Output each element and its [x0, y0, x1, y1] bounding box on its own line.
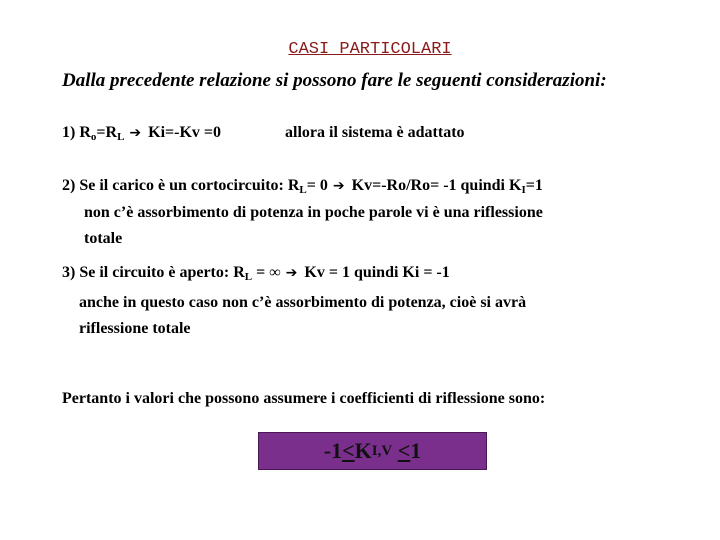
subscript-I: I — [521, 184, 526, 196]
case-1-formula — [62, 124, 221, 143]
case-2-line-3: totale — [84, 230, 123, 247]
case-2-prefix: 2) Se il carico è un cortocircuito: R — [62, 177, 300, 194]
case-3-result: Kv = 1 quindi Ki = -1 — [304, 264, 450, 281]
case-1-eq: =R — [96, 124, 118, 141]
intro-text: Dalla precedente relazione si possono fare le seguenti considerazioni: — [62, 70, 607, 91]
case-3-line-2: anche in questo caso non c’è assorbimento di potenza, cioè si avrà — [79, 294, 527, 311]
subscript-L: L — [244, 271, 253, 283]
subscript-o: o — [90, 131, 97, 143]
case-2-eq: = 0 — [306, 177, 328, 194]
case-2-result: Kv=-Ro/Ro= -1 quindi K — [351, 177, 522, 194]
subscript-L: L — [117, 131, 125, 143]
case-1-result: Ki=-Kv =0 — [148, 124, 222, 141]
subscript-L: L — [299, 184, 307, 196]
case-1-prefix: 1) R — [62, 124, 91, 141]
conclusion-text: Pertanto i valori che possono assumere i coefficienti di riflessione sono: — [62, 390, 546, 407]
case-1-note: allora il sistema è adattato — [285, 124, 465, 141]
right-arrow-icon: ➔ — [332, 178, 345, 194]
formula-k: K — [354, 438, 372, 463]
case-3-formula — [62, 264, 450, 283]
case-2-result-end: =1 — [525, 177, 543, 194]
less-equal-symbol: < — [342, 438, 355, 463]
less-equal-symbol: < — [397, 438, 411, 463]
page-title: CASI PARTICOLARI — [288, 40, 452, 59]
case-3-line-3: riflessione totale — [79, 320, 191, 337]
formula-subscript: I,V — [371, 442, 393, 459]
case-3-prefix: 3) Se il circuito è aperto: R — [62, 264, 245, 281]
right-arrow-icon: ➔ — [285, 265, 298, 281]
formula-left: -1 — [323, 438, 343, 463]
right-arrow-icon: ➔ — [129, 125, 142, 141]
case-2-line-2: non c’è assorbimento di potenza in poche parole vi è una riflessione — [84, 204, 543, 221]
formula-box — [258, 432, 487, 470]
formula-right: 1 — [410, 438, 422, 463]
case-2-formula — [62, 177, 543, 196]
case-3-eq: = ∞ — [252, 264, 281, 281]
